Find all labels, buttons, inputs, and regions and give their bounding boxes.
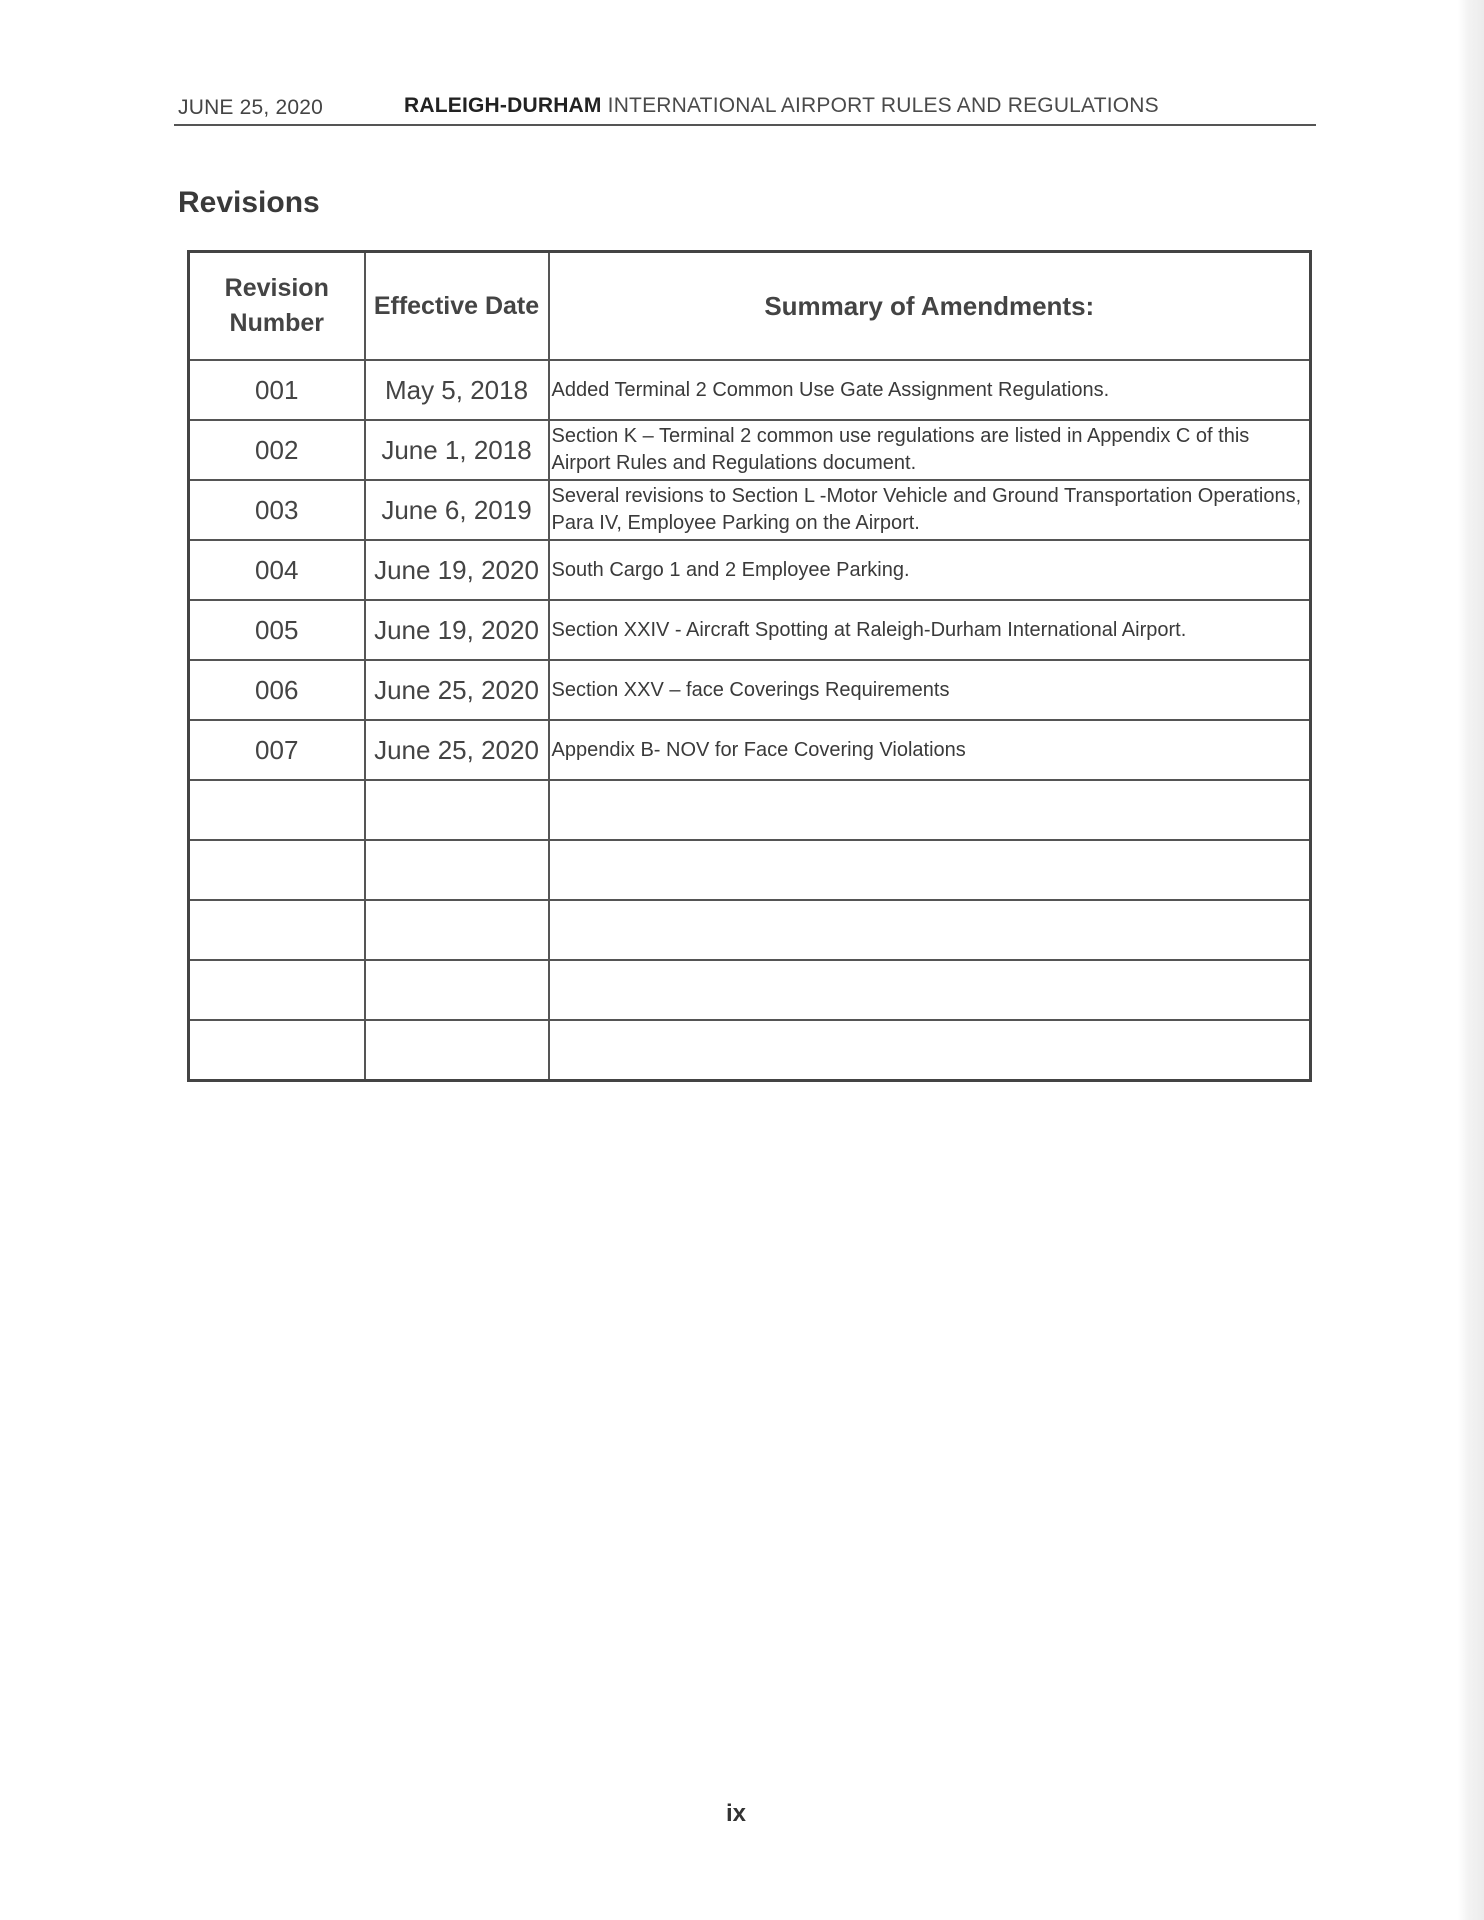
empty-cell [189, 780, 365, 840]
empty-cell [365, 840, 549, 900]
summary-cell: Section XXIV - Aircraft Spotting at Raleigh-Durham International Airport. [549, 600, 1311, 660]
header-title-bold: RALEIGH-DURHAM [404, 94, 602, 117]
page-header [174, 94, 1316, 126]
scan-page-edge [1458, 0, 1484, 1920]
empty-table-row [189, 1020, 1311, 1081]
table-header-row [189, 252, 1311, 361]
empty-cell [549, 780, 1311, 840]
header-title [404, 94, 1159, 118]
empty-cell [365, 1020, 549, 1081]
summary-cell: Appendix B- NOV for Face Covering Violations [549, 720, 1311, 780]
empty-table-row [189, 900, 1311, 960]
summary-cell: Section K – Terminal 2 common use regulations are listed in Appendix C of this Airport Rules and Regulations document. [549, 420, 1311, 480]
effective-date-cell: June 6, 2019 [365, 480, 549, 540]
revision-number-cell: 003 [189, 480, 365, 540]
revision-number-cell: 005 [189, 600, 365, 660]
revision-number-cell: 001 [189, 360, 365, 420]
header-revision-number: Revision Number [189, 252, 365, 361]
effective-date-cell: June 1, 2018 [365, 420, 549, 480]
effective-date-cell: June 19, 2020 [365, 600, 549, 660]
empty-table-row [189, 960, 1311, 1020]
empty-table-row [189, 840, 1311, 900]
empty-cell [189, 1020, 365, 1081]
revisions-table [187, 250, 1312, 1082]
empty-cell [365, 780, 549, 840]
empty-cell [189, 900, 365, 960]
section-title: Revisions [178, 186, 320, 219]
revision-number-cell: 004 [189, 540, 365, 600]
effective-date-cell: June 25, 2020 [365, 720, 549, 780]
effective-date-cell: June 19, 2020 [365, 540, 549, 600]
empty-cell [549, 900, 1311, 960]
header-date: JUNE 25, 2020 [178, 96, 324, 119]
header-effective-date: Effective Date [365, 252, 549, 361]
empty-cell [189, 840, 365, 900]
header-summary: Summary of Amendments: [549, 252, 1311, 361]
empty-cell [365, 960, 549, 1020]
effective-date-cell: May 5, 2018 [365, 360, 549, 420]
revision-number-cell: 007 [189, 720, 365, 780]
table-row [189, 420, 1311, 480]
table-row [189, 660, 1311, 720]
empty-cell [549, 960, 1311, 1020]
empty-cell [365, 900, 549, 960]
summary-cell: Several revisions to Section L -Motor Vehicle and Ground Transportation Operations, Para IV, Employee Parking on the Airport. [549, 480, 1311, 540]
summary-cell: South Cargo 1 and 2 Employee Parking. [549, 540, 1311, 600]
page-number: ix [726, 1800, 747, 1827]
revision-number-cell: 006 [189, 660, 365, 720]
summary-cell: Section XXV – face Coverings Requirements [549, 660, 1311, 720]
table-row [189, 480, 1311, 540]
summary-cell: Added Terminal 2 Common Use Gate Assignment Regulations. [549, 360, 1311, 420]
table-row [189, 540, 1311, 600]
revision-number-cell: 002 [189, 420, 365, 480]
table-row [189, 600, 1311, 660]
empty-cell [549, 840, 1311, 900]
table-row [189, 720, 1311, 780]
table-row [189, 360, 1311, 420]
header-title-rest: INTERNATIONAL AIRPORT RULES AND REGULATIONS [601, 94, 1159, 117]
empty-table-row [189, 780, 1311, 840]
empty-cell [189, 960, 365, 1020]
empty-cell [549, 1020, 1311, 1081]
effective-date-cell: June 25, 2020 [365, 660, 549, 720]
